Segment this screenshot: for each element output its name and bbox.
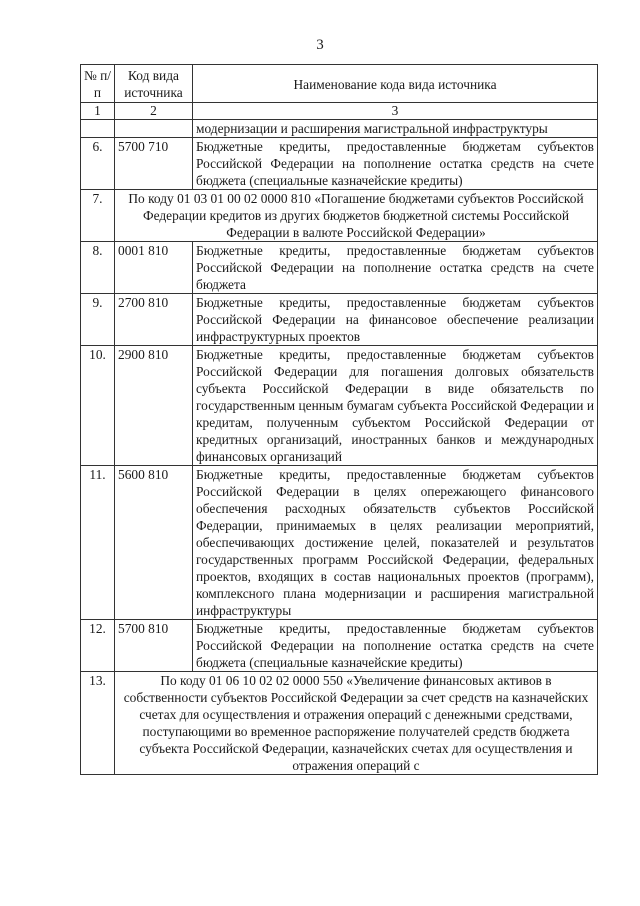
source-code bbox=[115, 120, 193, 138]
column-index-row bbox=[81, 103, 598, 120]
source-name: Бюджетные кредиты, предоставленные бюджетам субъектов Российской Федерации на пополнение остатка средств на счете бюджета (специальные казначейские кредиты) bbox=[193, 138, 598, 190]
table-header-row bbox=[81, 65, 598, 103]
source-code: 5700 810 bbox=[115, 620, 193, 672]
row-number: 6. bbox=[81, 138, 115, 190]
row-number: 9. bbox=[81, 294, 115, 346]
page-number: 3 bbox=[316, 37, 324, 53]
section-heading: По коду 01 03 01 00 02 0000 810 «Погашение бюджетами субъектов Российской Федерации кредитов из других бюджетов бюджетной системы Российской Федерации в валюте Российской Федерации» bbox=[115, 190, 598, 242]
table-row bbox=[81, 672, 598, 775]
source-name: модернизации и расширения магистральной инфраструктуры bbox=[193, 120, 598, 138]
source-codes-table bbox=[80, 64, 598, 775]
header-source-name: Наименование кода вида источника bbox=[193, 65, 598, 103]
row-number: 10. bbox=[81, 346, 115, 466]
source-name: Бюджетные кредиты, предоставленные бюджетам субъектов Российской Федерации для погашения долговых обязательств субъекта Российской Федерации в виде обязательств по государственным ценным бумагам субъекта Российской Федерации и кредитам, полученным субъектом Российской Федерации от кредитных организаций, иностранных банков и международных финансовых организаций bbox=[193, 346, 598, 466]
row-number: 7. bbox=[81, 190, 115, 242]
table-row bbox=[81, 242, 598, 294]
source-code: 5600 810 bbox=[115, 466, 193, 620]
column-index: 1 bbox=[81, 103, 115, 120]
table-row bbox=[81, 466, 598, 620]
header-row-number: № п/п bbox=[81, 65, 115, 103]
source-code: 2700 810 bbox=[115, 294, 193, 346]
source-code: 0001 810 bbox=[115, 242, 193, 294]
row-number: 11. bbox=[81, 466, 115, 620]
section-heading: По коду 01 06 10 02 02 0000 550 «Увеличение финансовых активов в собственности субъектов Российской Федерации за счет средств на казначейских счетах для осуществления и отражения операций с денежными средствами, поступающими во временное распоряжение получателей средств бюджета субъекта Российской Федерации, казначейских счетах для осуществления и отражения операций с bbox=[115, 672, 598, 775]
row-number: 8. bbox=[81, 242, 115, 294]
source-name: Бюджетные кредиты, предоставленные бюджетам субъектов Российской Федерации на финансовое обеспечение реализации инфраструктурных проектов bbox=[193, 294, 598, 346]
table-row bbox=[81, 138, 598, 190]
row-number: 12. bbox=[81, 620, 115, 672]
source-name: Бюджетные кредиты, предоставленные бюджетам субъектов Российской Федерации на пополнение остатка средств на счете бюджета bbox=[193, 242, 598, 294]
table-row bbox=[81, 190, 598, 242]
row-number: 13. bbox=[81, 672, 115, 775]
table-row bbox=[81, 346, 598, 466]
source-code: 5700 710 bbox=[115, 138, 193, 190]
source-code: 2900 810 bbox=[115, 346, 193, 466]
table-row bbox=[81, 620, 598, 672]
source-name: Бюджетные кредиты, предоставленные бюджетам субъектов Российской Федерации в целях опережающего финансового обеспечения расходных обязательств субъектов Российской Федерации, принимаемых в целях реализации мероприятий, обеспечивающих достижение целей, показателей и результатов государственных программ Российской Федерации, федеральных проектов, входящих в состав национальных проектов (программ), комплексного плана модернизации и расширения магистральной инфраструктуры bbox=[193, 466, 598, 620]
source-name: Бюджетные кредиты, предоставленные бюджетам субъектов Российской Федерации на пополнение остатка средств на счете бюджета (специальные казначейские кредиты) bbox=[193, 620, 598, 672]
header-source-code: Код вида источника bbox=[115, 65, 193, 103]
row-number bbox=[81, 120, 115, 138]
table-row bbox=[81, 294, 598, 346]
table-row bbox=[81, 120, 598, 138]
column-index: 3 bbox=[193, 103, 598, 120]
column-index: 2 bbox=[115, 103, 193, 120]
